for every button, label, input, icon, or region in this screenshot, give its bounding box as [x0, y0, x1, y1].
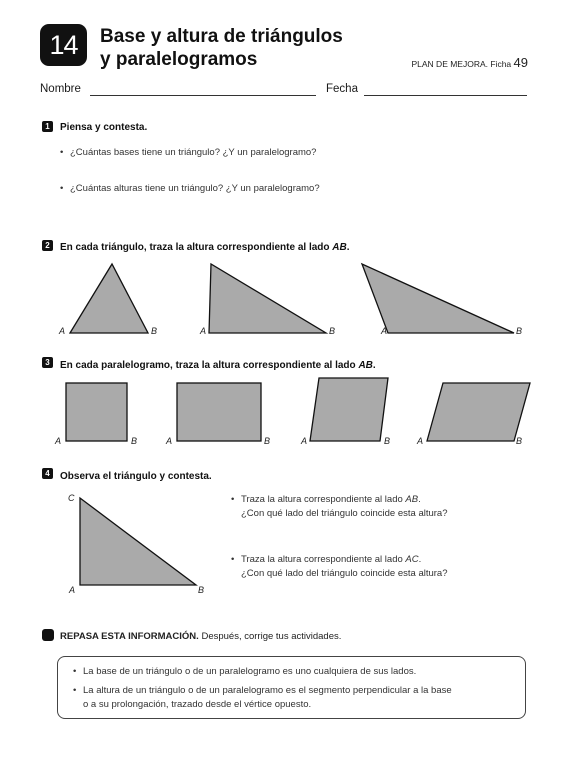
rt-vertex-b: B — [198, 585, 205, 595]
info-item-2-line-2: o a su prolongación, trazado desde el vértice opuesto. — [83, 699, 312, 710]
review-title-bold: REPASA ESTA INFORMACIÓN. — [60, 631, 199, 642]
p4-vertex-b: B — [516, 436, 523, 446]
section-1-number: 1 — [42, 121, 53, 132]
rt-vertex-a: A — [69, 585, 76, 595]
parallelogram-2-rectangle[interactable] — [177, 383, 261, 441]
rt-vertex-c: C — [68, 493, 75, 503]
p3-vertex-b: B — [384, 436, 391, 446]
parallelogram-1-square[interactable] — [66, 383, 127, 441]
p1-vertex-a: A — [55, 436, 62, 446]
section-2-title-end: . — [346, 242, 350, 253]
section-4-number: 4 — [42, 468, 53, 479]
p1-vertex-b: B — [131, 436, 138, 446]
date-label: Fecha — [326, 83, 358, 95]
page-title-line-1: Base y altura de triángulos — [100, 26, 343, 47]
info-item-2-line-1: • La altura de un triángulo o de un paralelogramo es el segmento perpendicular a la base — [83, 684, 452, 698]
q1-text: Traza la altura correspondiente al lado — [241, 494, 403, 505]
t1-vertex-a: A — [59, 326, 66, 336]
section-3-title-text: En cada paralelogramo, traza la altura correspondiente al lado — [60, 360, 356, 371]
right-triangle[interactable] — [80, 498, 196, 585]
p3-vertex-a: A — [301, 436, 308, 446]
section-2-number: 2 — [42, 240, 53, 251]
name-label: Nombre — [40, 83, 81, 95]
section-1-question-1: • ¿Cuántas bases tiene un triángulo? ¿Y un paralelogramo? — [70, 147, 316, 158]
p2-vertex-a: A — [166, 436, 173, 446]
section-3-title-side: AB — [358, 360, 373, 371]
parallelogram-3[interactable] — [310, 378, 388, 441]
triangle-3[interactable] — [362, 264, 514, 333]
t3-vertex-b: B — [516, 326, 523, 336]
q2-text: Traza la altura correspondiente al lado — [241, 554, 403, 565]
q1-side: AB — [405, 494, 419, 505]
q2-end: . — [418, 554, 422, 565]
section-2-title-side: AB — [332, 242, 347, 253]
review-title-rest: Después, corrige tus actividades. — [198, 631, 342, 642]
q1-end: . — [418, 494, 421, 505]
triangle-2[interactable] — [209, 264, 326, 333]
p2-vertex-b: B — [264, 436, 271, 446]
section-1-question-2: • ¿Cuántas alturas tiene un triángulo? ¿Y un paralelogramo? — [70, 183, 320, 194]
info-item-1: • La base de un triángulo o de un paralelogramo es uno cualquiera de sus lados. — [83, 665, 416, 679]
parallelogram-4[interactable] — [427, 383, 530, 441]
plan-label: PLAN DE MEJORA. Ficha — [411, 59, 512, 69]
section-3-title-end: . — [372, 360, 376, 371]
triangle-1[interactable] — [70, 264, 148, 333]
t3-vertex-a: A — [381, 326, 388, 336]
review-icon — [42, 629, 54, 641]
t1-vertex-b: B — [151, 326, 158, 336]
section-4-title: Observa el triángulo y contesta. — [60, 471, 212, 482]
section-3-number: 3 — [42, 357, 53, 368]
section-4-question-2-line-2: ¿Con qué lado del triángulo coincide esta altura? — [241, 568, 448, 579]
ficha-number: 49 — [513, 55, 528, 70]
page-title-line-2: y paralelogramos — [100, 49, 258, 70]
unit-number-badge: 14 — [40, 24, 87, 66]
section-1-title: Piensa y contesta. — [60, 122, 148, 133]
section-2-title-text: En cada triángulo, traza la altura correspondiente al lado — [60, 242, 330, 253]
section-4-question-1-line-1 — [241, 494, 421, 505]
review-title — [60, 631, 341, 642]
section-4-question-2-line-1 — [241, 554, 421, 565]
t2-vertex-b: B — [329, 326, 336, 336]
p4-vertex-a: A — [417, 436, 424, 446]
section-4-question-1-line-2: ¿Con qué lado del triángulo coincide esta altura? — [241, 508, 448, 519]
section-3-title — [60, 360, 376, 371]
q2-side: AC — [405, 554, 419, 565]
t2-vertex-a: A — [200, 326, 207, 336]
